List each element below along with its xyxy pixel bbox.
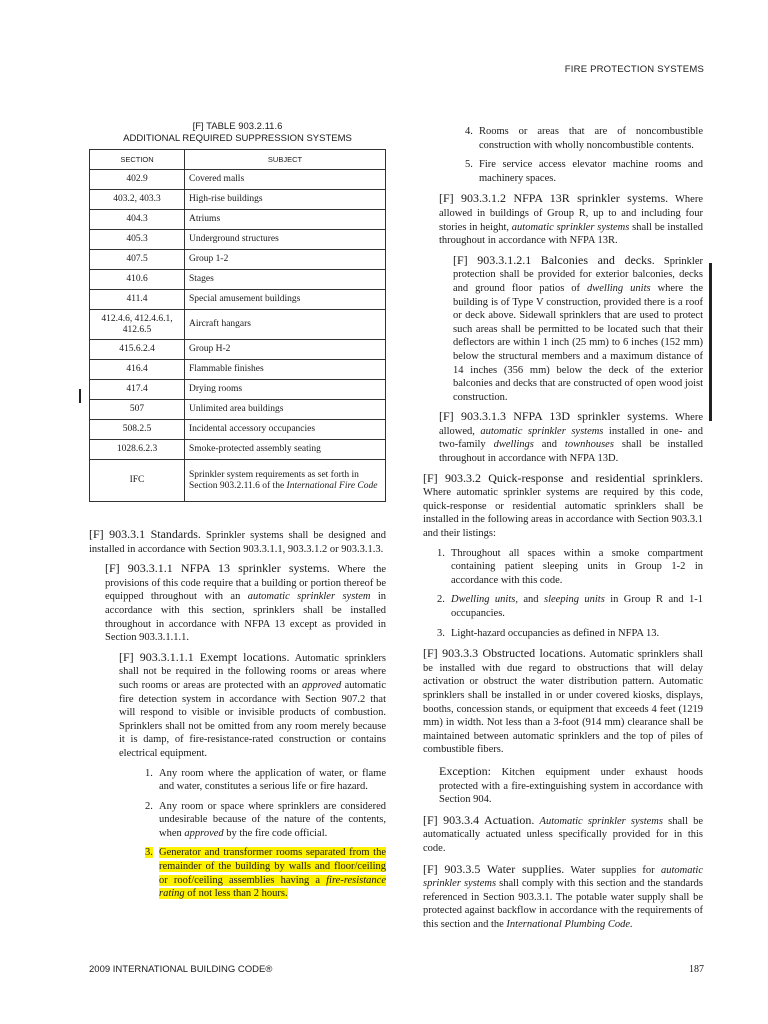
list-item: 2. Dwelling units, and sleeping units in Group R and 1-1 occupancies. bbox=[437, 594, 704, 619]
list-item: 3. Light-hazard occupancies as defined in NFPA 13. bbox=[437, 627, 660, 639]
section-903-3-1-1-1: [F] 903.3.1.1.1 Exempt locations. Automatic sprinklers shall not be required in the following rooms or areas where such rooms or areas are protected with an approved automatic fire detection system in accordance with Section 907.2 that will respond to visible or invisible products of combustion. Sprinklers shall not be omitted from any room merely because it is damp, of fire-resistance-rated construction or contains electrical equipment. bbox=[119, 649, 387, 759]
table-row: 411.4 Special amusement buildings bbox=[90, 290, 386, 310]
table-title: [F] TABLE 903.2.11.6 ADDITIONAL REQUIRED SUPPRESSION SYSTEMS bbox=[123, 121, 352, 144]
col-header-subject: SUBJECT bbox=[185, 150, 386, 170]
footer-title: 2009 INTERNATIONAL BUILDING CODE® bbox=[89, 964, 273, 975]
list-item: 2. Any room or space where sprinklers are considered undesirable because of the nature of the contents, when approved by the fire code official. bbox=[145, 800, 386, 839]
table-row: 415.6.2.4 Group H-2 bbox=[90, 340, 386, 360]
table-header-row bbox=[90, 150, 386, 170]
table-row: 416.4 Flammable finishes bbox=[90, 360, 386, 380]
section-903-3-1-1: [F] 903.3.1.1 NFPA 13 sprinkler systems. Where the provisions of this code require that a building or portion thereof be equipped throughout with an automatic sprinkler system in accordance with this section, sprinklers shall be installed throughout in accordance with NFPA 13 except as provided in Section 903.3.1.1.1. bbox=[105, 561, 387, 644]
table-row: IFC Sprinkler system requirements as set forth in Section 903.2.11.6 of the International Fire Code bbox=[90, 460, 386, 502]
section-903-3-4: [F] 903.3.4 Actuation. Automatic sprinkler systems shall be automatically actuated unless specifically provided for in this code. bbox=[423, 812, 704, 854]
table-row: 403.2, 403.3 High-rise buildings bbox=[90, 190, 386, 210]
revision-bar bbox=[709, 263, 712, 421]
suppression-table bbox=[89, 149, 386, 502]
list-item: 4. Rooms or areas that are of noncombustible construction with wholly noncombustible contents. bbox=[465, 126, 703, 151]
section-903-3-3: [F] 903.3.3 Obstructed locations. Automatic sprinklers shall be installed with due regard to obstructions that will delay activation or obstruct the water distribution pattern. Automatic sprinklers shall be installed in or under covered kiosks, displays, booths, concession stands, or equipment that exceeds 4 feet (1219 mm) in width. Not less than a 3-foot (914 mm) clearance shall be maintained between automatic sprinklers and the top of piles of combustible fibers. bbox=[423, 646, 703, 756]
table-row: 404.3 Atriums bbox=[90, 210, 386, 230]
list-item: 1. Throughout all spaces within a smoke compartment containing patient sleeping units in Group 1-2 in accordance with this code. bbox=[437, 547, 703, 586]
section-903-3-2: [F] 903.3.2 Quick-response and residential sprinklers. Where automatic sprinkler systems are required by this code, quick-response or residential automatic sprinklers shall be installed in the following areas in accordance with Section 903.3.1 and their listings: bbox=[423, 470, 703, 540]
exempt-list bbox=[145, 767, 386, 901]
quick-response-list bbox=[437, 547, 703, 641]
list-item: 1. Any room where the application of water, or flame and water, constitutes a serious life or fire hazard. bbox=[145, 767, 386, 793]
left-column bbox=[89, 121, 386, 901]
exception: Exception: Kitchen equipment under exhaust hoods protected with a fire-extinguishing system in accordance with Section 904. bbox=[439, 763, 703, 806]
table-row: 405.3 Underground structures bbox=[90, 230, 386, 250]
list-item: 5. Fire service access elevator machine rooms and machinery spaces. bbox=[465, 159, 703, 184]
table-row: 507 Unlimited area buildings bbox=[90, 400, 386, 420]
running-header: FIRE PROTECTION SYSTEMS bbox=[564, 64, 704, 75]
table-row: 412.4.6, 412.4.6.1, 412.6.5 Aircraft hangars bbox=[90, 310, 386, 340]
section-903-3-1-3: [F] 903.3.1.3 NFPA 13D sprinkler systems. Where allowed, automatic sprinkler systems installed in one- and two-family dwellings and townhouses shall be installed throughout in accordance with NFPA 13D. bbox=[439, 409, 704, 465]
section-903-3-1-2: [F] 903.3.1.2 NFPA 13R sprinkler systems. Where allowed in buildings of Group R, up to and including four stories in height, automatic sprinkler systems shall be installed throughout in accordance with NFPA 13R. bbox=[439, 191, 703, 247]
table-row: 402.9 Covered malls bbox=[90, 170, 386, 190]
table-row: 508.2.5 Incidental accessory occupancies bbox=[90, 420, 386, 440]
revision-bar bbox=[79, 389, 81, 403]
exempt-list-cont bbox=[465, 125, 703, 185]
table-row: 417.4 Drying rooms bbox=[90, 380, 386, 400]
table-row: 1028.6.2.3 Smoke-protected assembly seating bbox=[90, 440, 386, 460]
page-number: 187 bbox=[689, 964, 704, 975]
table-row: 407.5 Group 1-2 bbox=[90, 250, 386, 270]
col-header-section: SECTION bbox=[90, 150, 185, 170]
section-903-3-5: [F] 903.3.5 Water supplies. Water supplies for automatic sprinkler systems shall comply with this section and the standards referenced in Section 903.3.1. The potable water supply shall be protected against backflow in accordance with the requirements of this section and the International Plumbing Code. bbox=[423, 861, 704, 930]
table-row: 410.6 Stages bbox=[90, 270, 386, 290]
section-903-3-1: [F] 903.3.1 Standards. Sprinkler systems shall be designed and installed in accordance with Section 903.3.1.1, 903.3.1.2 or 903.3.1.3. bbox=[89, 527, 387, 555]
list-item-highlighted: 3. Generator and transformer rooms separated from the remainder of the building by walls and floor/ceiling or roof/ceiling assemblies having a fire-resistance rating of not less than 2 hours. bbox=[145, 847, 386, 900]
right-column bbox=[423, 125, 703, 931]
section-903-3-1-2-1: [F] 903.3.1.2.1 Balconies and decks. Sprinkler protection shall be provided for exterior balconies, decks and ground floor patios of dwelling units where the building is of Type V construction, provided there is a roof or deck above. Sidewall sprinklers that are used to protect such areas shall be permitted to be located such that their deflectors are within 1 inch (25 mm) to 6 inches (152 mm) below the structural members and a maximum distance of 14 inches (356 mm) below the deck of the exterior balconies and decks that are constructed of open wood joist construction. bbox=[453, 252, 704, 403]
